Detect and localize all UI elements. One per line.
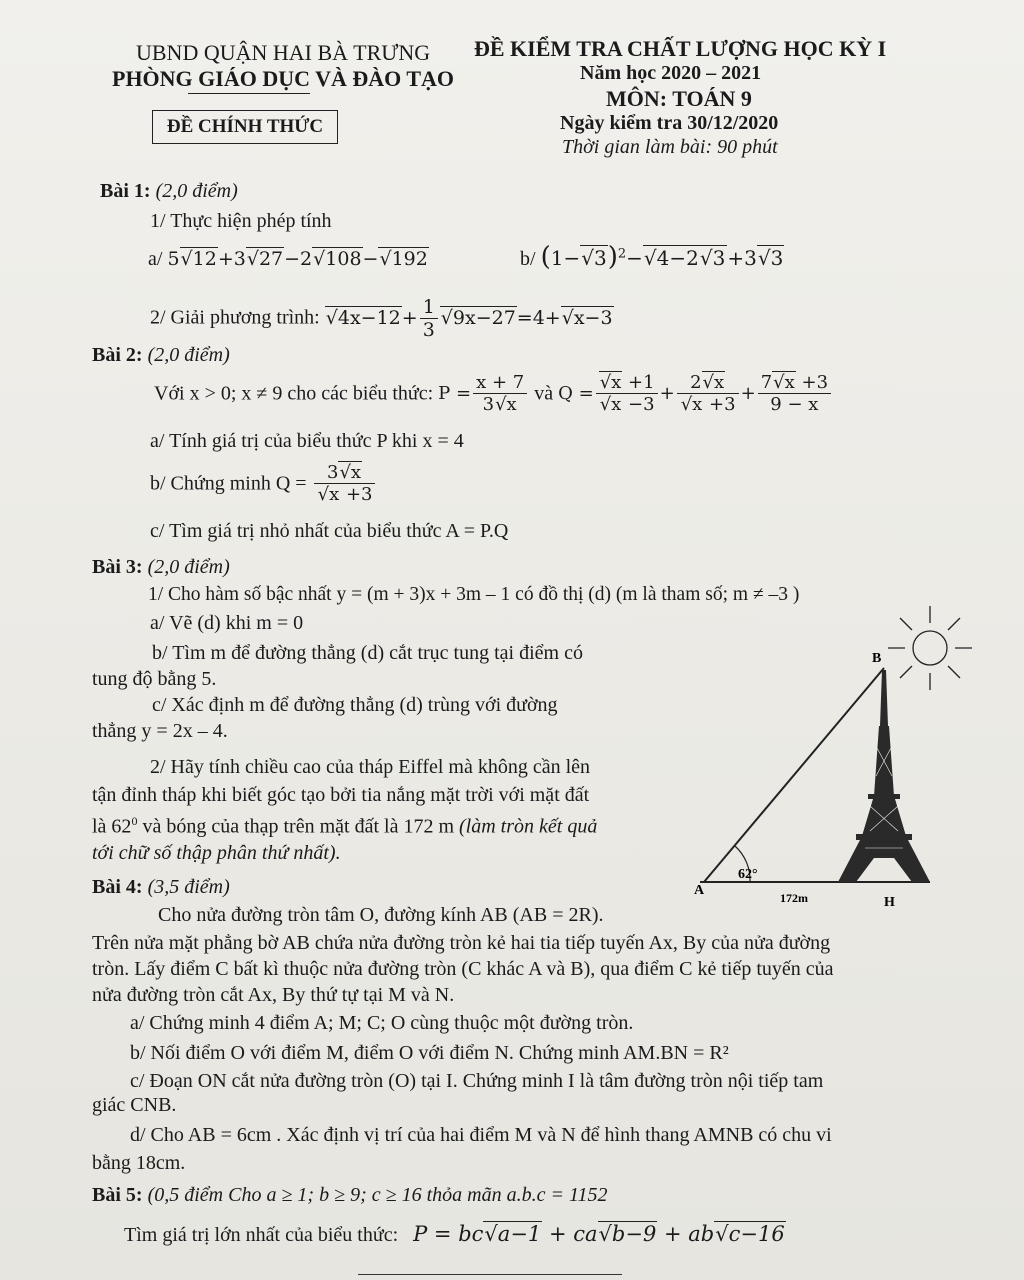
bai3-q1: 1/ Cho hàm số bậc nhất y = (m + 3)x + 3m – 1 có đồ thị (d) (m là tham số; m ≠ –3 ) [148, 584, 800, 605]
bai2-expr-p: P = $\frac{x + 7}{3√ x}$ [438, 383, 529, 404]
point-h-label: H [884, 895, 895, 910]
bai1-q1a-expression: 5√ 12+3√ 27−2√ 108−√ 192 [167, 247, 428, 270]
header-underline [188, 93, 310, 94]
bai4-heading: Bài 4: (3,5 điểm) [92, 876, 230, 898]
end-line [358, 1274, 622, 1275]
bai4-b: b/ Nối điểm O với điểm M, điểm O với điểm N. Chứng minh AM.BN = R² [130, 1042, 729, 1064]
bai3-q2-line4: tới chữ số thập phân thứ nhất). [92, 842, 341, 864]
bai4-c-line1: c/ Đoạn ON cắt nửa đường tròn (O) tại I. Chứng minh I là tâm đường tròn nội tiếp tam [130, 1070, 824, 1092]
bai4-p1: Cho nửa đường tròn tâm O, đường kính AB (AB = 2R). [158, 904, 604, 926]
eiffel-tower-figure [680, 596, 980, 912]
school-year: Năm học 2020 – 2021 [580, 62, 762, 84]
bai1-q1: 1/ Thực hiện phép tính [150, 210, 332, 232]
bai4-p2: Trên nửa mặt phẳng bờ AB chứa nửa đường tròn kẻ hai tia tiếp tuyến Ax, By của nửa đường [92, 932, 831, 954]
point-b-label: B [872, 651, 882, 666]
bai1-q1a: a/ 5√ 12+3√ 27−2√ 108−√ 192 [148, 248, 429, 271]
bai3-q2-line2: tận đỉnh tháp khi biết góc tạo bởi tia nắng mặt trời với mặt đất [92, 784, 590, 806]
bai5-expression: P = bc√ a−1 + ca√ b−9 + ab√ c−16 [413, 1222, 786, 1246]
bai3-heading: Bài 3: (2,0 điểm) [92, 556, 230, 578]
bai2-expr-q: Q = √ x +1 √ x −3 + 2√ x √ x +3 + $\frac{7√ x +3}{9 - x}$ [558, 383, 833, 404]
bai1-heading: Bài 1: (2,0 điểm) [100, 180, 238, 202]
bai5-heading: Bài 5: (0,5 điểm Cho a ≥ 1; b ≥ 9; c ≥ 16 thỏa mãn a.b.c = 1152 [92, 1184, 608, 1206]
bai2-intro: Với x > 0; x ≠ 9 cho các biểu thức: P = $\frac{x + 7}{3√ x}$ và Q = √ x +1 √ x −3 + 2√ x √ x +3 + $\frac{7√ x +3}{9 - x}$ [154, 372, 833, 415]
bai1-q2: 2/ Giải phương trình: √ 4x−12+ $\frac{1}{3}$ √ 9x−27=4+√ x−3 [150, 296, 614, 341]
bai4-p4: nửa đường tròn cắt Ax, By thứ tự tại M và N. [92, 984, 455, 1006]
bai2-c: c/ Tìm giá trị nhỏ nhất của biểu thức A = P.Q [150, 520, 509, 542]
bai2-a: a/ Tính giá trị của biểu thức P khi x = 4 [150, 430, 464, 452]
bai2-b: b/ Chứng minh Q = 3√ x √ x +3 [150, 462, 377, 505]
angle-label: 62° [738, 867, 758, 882]
bai4-c-line2: giác CNB. [92, 1094, 177, 1116]
bai2-b-fraction: 3√ x √ x +3 [312, 473, 378, 494]
bai1-q1b-expression: (1−√ 3)$^2$−√ 4−2√ 3 +3√ 3 [541, 246, 785, 270]
bai3-c-line1: c/ Xác định m để đường thẳng (d) trùng với đường [152, 694, 558, 716]
bai3-a: a/ Vẽ (d) khi m = 0 [150, 612, 304, 634]
exam-date: Ngày kiểm tra 30/12/2020 [560, 112, 779, 134]
subject: MÔN: TOÁN 9 [606, 86, 752, 111]
bai4-d-line2: bằng 18cm. [92, 1152, 186, 1174]
bai1-q2-equation: √ 4x−12+ $\frac{1}{3}$ √ 9x−27=4+√ x−3 [325, 307, 614, 329]
point-a-label: A [694, 883, 705, 898]
bai5-task: Tìm giá trị lớn nhất của biểu thức: P = bc√ a−1 + ca√ b−9 + ab√ c−16 [124, 1222, 786, 1247]
org-line-2: PHÒNG GIÁO DỤC VÀ ĐÀO TẠO [112, 66, 455, 91]
bai4-d-line1: d/ Cho AB = 6cm . Xác định vị trí của hai điểm M và N để hình thang AMNB có chu vi [130, 1124, 832, 1146]
bai3-q2-line1: 2/ Hãy tính chiều cao của tháp Eiffel mà không cần lên [150, 756, 591, 778]
bai4-p3: tròn. Lấy điểm C bất kì thuộc nửa đường tròn (C khác A và B), qua điểm C kẻ tiếp tuyến của [92, 958, 834, 980]
bai3-b-line2: tung độ bằng 5. [92, 668, 217, 690]
bai1-q1b: b/ (1−√ 3)$^2$−√ 4−2√ 3 +3√ 3 [520, 242, 784, 272]
org-line-1: UBND QUẬN HAI BÀ TRƯNG [136, 40, 431, 65]
official-stamp-box: ĐỀ CHÍNH THỨC [152, 110, 338, 144]
distance-label: 172m [780, 891, 808, 905]
bai4-a: a/ Chứng minh 4 điểm A; M; C; O cùng thuộc một đường tròn. [130, 1012, 634, 1034]
bai3-b-line1: b/ Tìm m để đường thẳng (d) cắt trục tung tại điểm có [152, 642, 583, 664]
exam-title: ĐỀ KIỂM TRA CHẤT LƯỢNG HỌC KỲ I [474, 36, 887, 61]
sun-icon [888, 606, 972, 690]
bai3-c-line2: thẳng y = 2x – 4. [92, 720, 228, 742]
bai3-q2-line3: là $62^0$ và bóng của thạp trên mặt đất là 172 m (làm tròn kết quả [92, 814, 598, 838]
bai2-heading: Bài 2: (2,0 điểm) [92, 344, 230, 366]
eiffel-tower-icon [838, 670, 930, 882]
duration: Thời gian làm bài: 90 phút [562, 136, 778, 158]
